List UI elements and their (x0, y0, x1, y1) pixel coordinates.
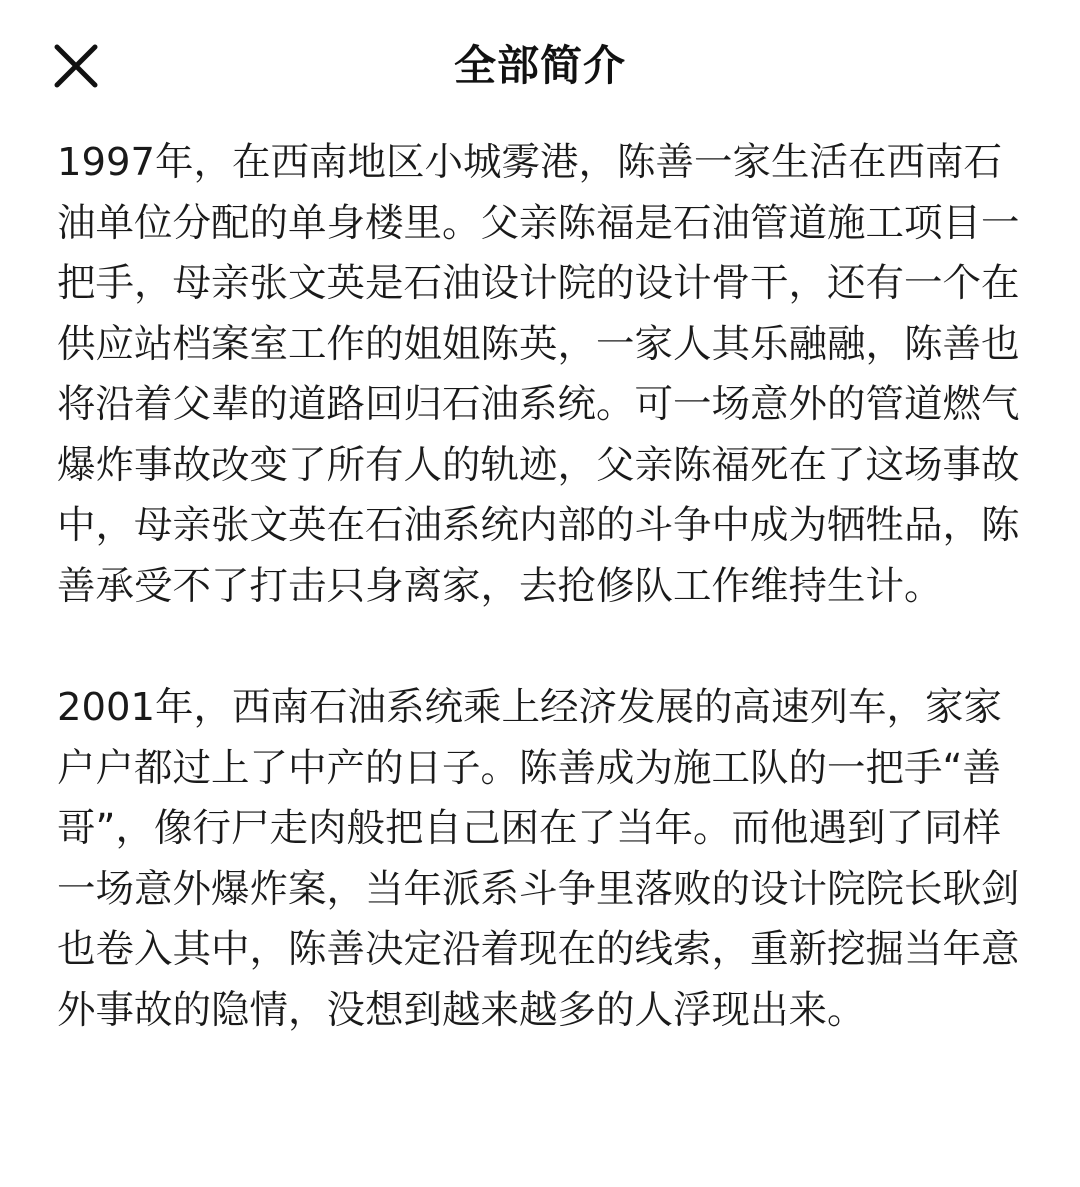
intro-paragraph-1: 1997年，在西南地区小城雾港，陈善一家生活在西南石油单位分配的单身楼里。父亲陈福是石油管道施工项目一把手，母亲张文英是石油设计院的设计骨干，还有一个在供应站档案室工作的姐姐陈英，一家人其乐融融，陈善也将沿着父辈的道路回归石油系统。可一场意外的管道燃气爆炸事故改变了所有人的轨迹，父亲陈福死在了这场事故中，母亲张文英在石油系统内部的斗争中成为牺牲品，陈善承受不了打击只身离家，去抢修队工作维持生计。 (57, 140, 1020, 609)
page-title: 全部简介 (453, 41, 626, 90)
intro-content (57, 133, 1023, 1041)
intro-paragraph-2: 2001年，西南石油系统乘上经济发展的高速列车，家家户户都过上了中产的日子。陈善成为施工队的一把手“善哥”，像行尸走肉般把自己困在了当年。而他遇到了同样一场意外爆炸案，当年派系斗争里落败的设计院院长耿剑也卷入其中，陈善决定沿着现在的线索，重新挖掘当年意外事故的隐情，没想到越来越多的人浮现出来。 (57, 685, 1020, 1033)
top-bar (0, 0, 1080, 130)
